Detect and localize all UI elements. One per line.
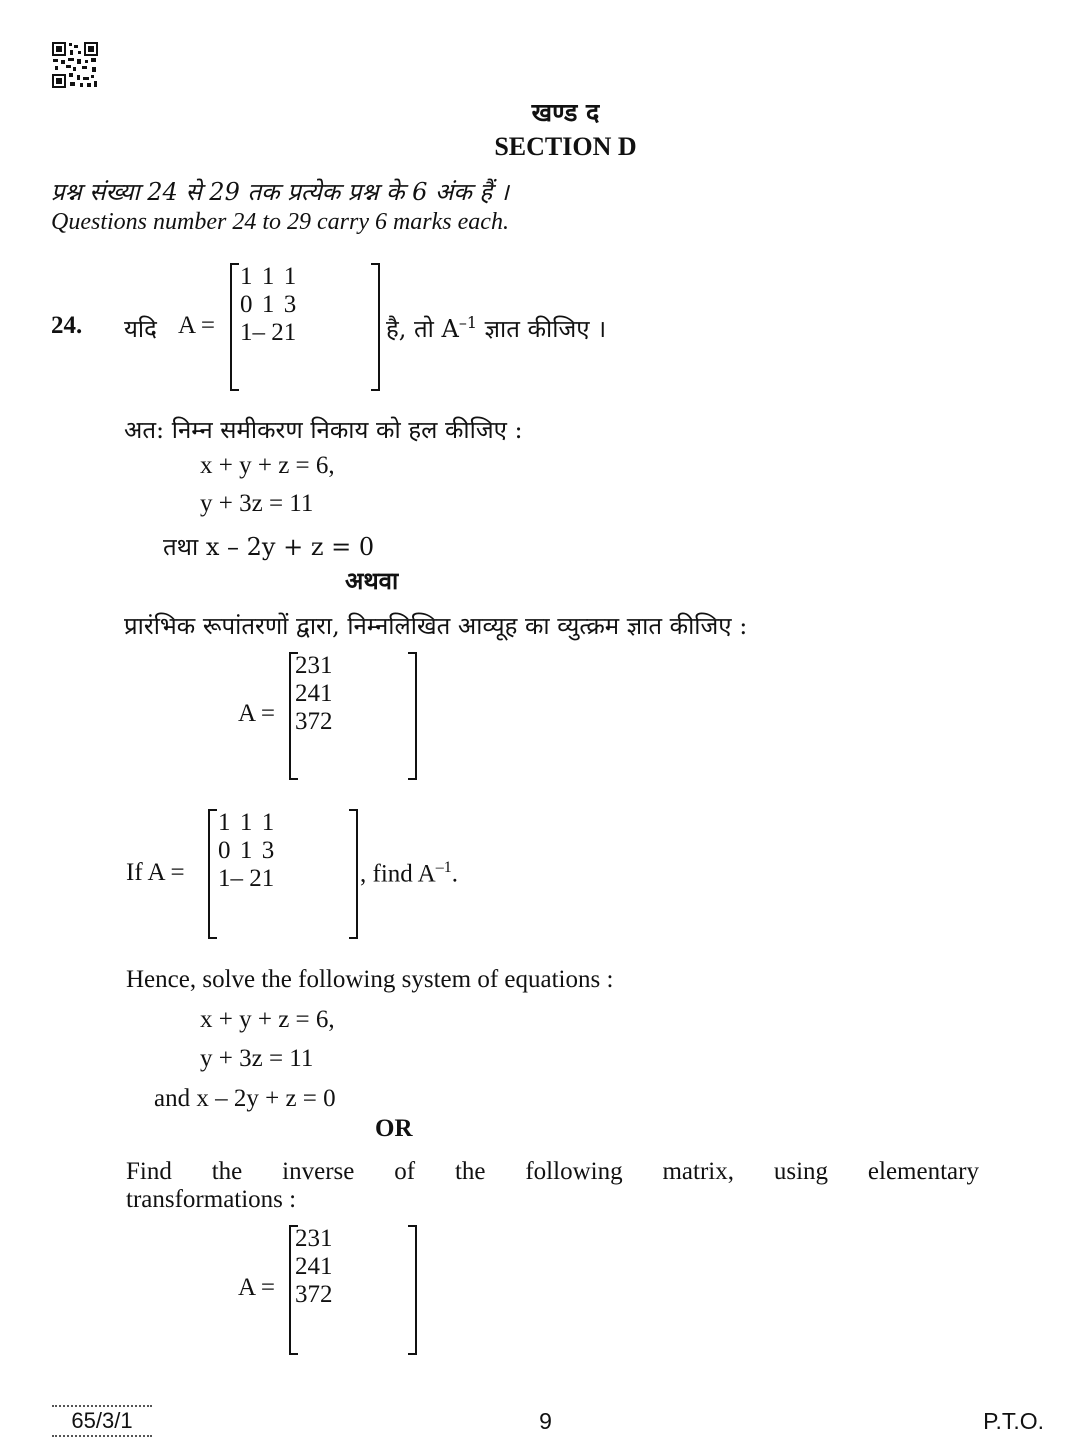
matrix-cell: 1 bbox=[218, 809, 231, 836]
page-number: 9 bbox=[539, 1408, 552, 1434]
inverse-superscript: –1 bbox=[458, 313, 478, 332]
elementary-instruction-line1 bbox=[126, 1158, 979, 1186]
or-english: OR bbox=[375, 1115, 413, 1142]
matrix-cell: 3 bbox=[307, 1225, 320, 1252]
question-english-if: If A = bbox=[126, 859, 185, 886]
section-title-hindi: खण्ड द bbox=[531, 98, 600, 127]
question-hindi-if: यदि bbox=[124, 315, 157, 343]
matrix-a-english bbox=[208, 809, 358, 939]
matrix-cell: 1 bbox=[261, 291, 275, 318]
word: matrix, bbox=[662, 1158, 734, 1185]
find-a: , find A bbox=[360, 860, 436, 888]
paper-code: 65/3/1 bbox=[52, 1405, 152, 1437]
matrix-cell: 2 bbox=[320, 708, 333, 735]
matrix-cell: 7 bbox=[307, 708, 320, 735]
qr-code-icon bbox=[52, 42, 98, 88]
matrix-b-label: A = bbox=[238, 1274, 276, 1301]
equation-2-hindi: y + 3z = 11 bbox=[200, 490, 314, 517]
marks-instruction: Questions number 24 to 29 carry 6 marks each. bbox=[51, 209, 509, 235]
matrix-cell: 2 bbox=[295, 1225, 308, 1252]
matrix-cell: 1 bbox=[218, 865, 231, 892]
word: the bbox=[454, 1158, 486, 1185]
hence-instruction: Hence, solve the following system of equations : bbox=[126, 966, 614, 993]
section-title: SECTION D bbox=[494, 132, 637, 161]
equation-3-hindi: तथा x – 2y + z = 0 bbox=[163, 533, 375, 561]
question-english-find-inverse bbox=[360, 859, 458, 888]
question-hindi-find-inverse bbox=[386, 312, 606, 345]
question-hindi-a-equals: A = bbox=[178, 312, 216, 339]
equation-3: and x – 2y + z = 0 bbox=[154, 1085, 336, 1112]
matrix-cell: – 2 bbox=[252, 319, 284, 346]
question-hindi-find: ज्ञात कीजिए । bbox=[477, 315, 607, 343]
matrix-cell: – 2 bbox=[230, 865, 262, 892]
matrix-cell: 2 bbox=[320, 1281, 333, 1308]
matrix-b-english bbox=[289, 1225, 417, 1355]
matrix-cell: 1 bbox=[283, 263, 297, 290]
word: the bbox=[211, 1158, 243, 1185]
word: of bbox=[394, 1158, 416, 1185]
matrix-cell: 1 bbox=[320, 1253, 333, 1280]
equation-2: y + 3z = 11 bbox=[200, 1045, 314, 1072]
word: Find bbox=[126, 1158, 172, 1185]
matrix-cell: 2 bbox=[295, 652, 308, 679]
matrix-cell: 1 bbox=[261, 263, 275, 290]
matrix-cell: 0 bbox=[240, 291, 253, 318]
matrix-cell: 3 bbox=[283, 291, 297, 318]
word: using bbox=[773, 1158, 829, 1185]
matrix-cell: 3 bbox=[261, 837, 275, 864]
matrix-cell: 1 bbox=[240, 263, 253, 290]
matrix-cell: 0 bbox=[218, 837, 231, 864]
question-number: 24. bbox=[51, 312, 83, 339]
matrix-cell: 1 bbox=[240, 319, 253, 346]
matrix-a-hindi bbox=[230, 263, 380, 391]
inverse-superscript: –1 bbox=[435, 859, 452, 876]
matrix-cell: 1 bbox=[283, 319, 297, 346]
matrix-cell: 4 bbox=[307, 1253, 320, 1280]
matrix-cell: 2 bbox=[295, 1253, 308, 1280]
matrix-cell: 1 bbox=[261, 809, 275, 836]
matrix-cell: 3 bbox=[295, 708, 308, 735]
equation-1-hindi: x + y + z = 6, bbox=[200, 452, 335, 479]
please-turn-over: P.T.O. bbox=[983, 1408, 1044, 1434]
matrix-cell: 1 bbox=[320, 680, 333, 707]
matrix-cell: 7 bbox=[307, 1281, 320, 1308]
matrix-cell: 1 bbox=[320, 652, 333, 679]
word: inverse bbox=[282, 1158, 355, 1185]
matrix-cell: 3 bbox=[295, 1281, 308, 1308]
matrix-b-hindi bbox=[289, 652, 417, 780]
word: following bbox=[525, 1158, 623, 1185]
matrix-cell: 3 bbox=[307, 652, 320, 679]
matrix-cell: 2 bbox=[295, 680, 308, 707]
or-hindi: अथवा bbox=[345, 566, 399, 595]
elementary-instruction-hindi: प्रारंभिक रूपांतरणों द्वारा, निम्नलिखित आव्यूह का व्युत्क्रम ज्ञात कीजिए : bbox=[124, 612, 748, 640]
word: elementary bbox=[867, 1158, 979, 1185]
question-hindi-then-a: है, तो A bbox=[386, 315, 459, 343]
period: . bbox=[451, 860, 458, 888]
matrix-cell: 1 bbox=[320, 1225, 333, 1252]
matrix-cell: 1 bbox=[261, 865, 275, 892]
hence-instruction-hindi: अत: निम्न समीकरण निकाय को हल कीजिए : bbox=[124, 416, 523, 444]
equation-1: x + y + z = 6, bbox=[200, 1006, 335, 1033]
matrix-b-label-hindi: A = bbox=[238, 700, 276, 727]
matrix-cell: 1 bbox=[239, 837, 253, 864]
matrix-cell: 1 bbox=[239, 809, 253, 836]
matrix-cell: 4 bbox=[307, 680, 320, 707]
elementary-instruction-line2: transformations : bbox=[126, 1186, 297, 1213]
marks-instruction-hindi: प्रश्न संख्या 24 से 29 तक प्रत्येक प्रश्न के 6 अंक हैं । bbox=[51, 178, 509, 206]
